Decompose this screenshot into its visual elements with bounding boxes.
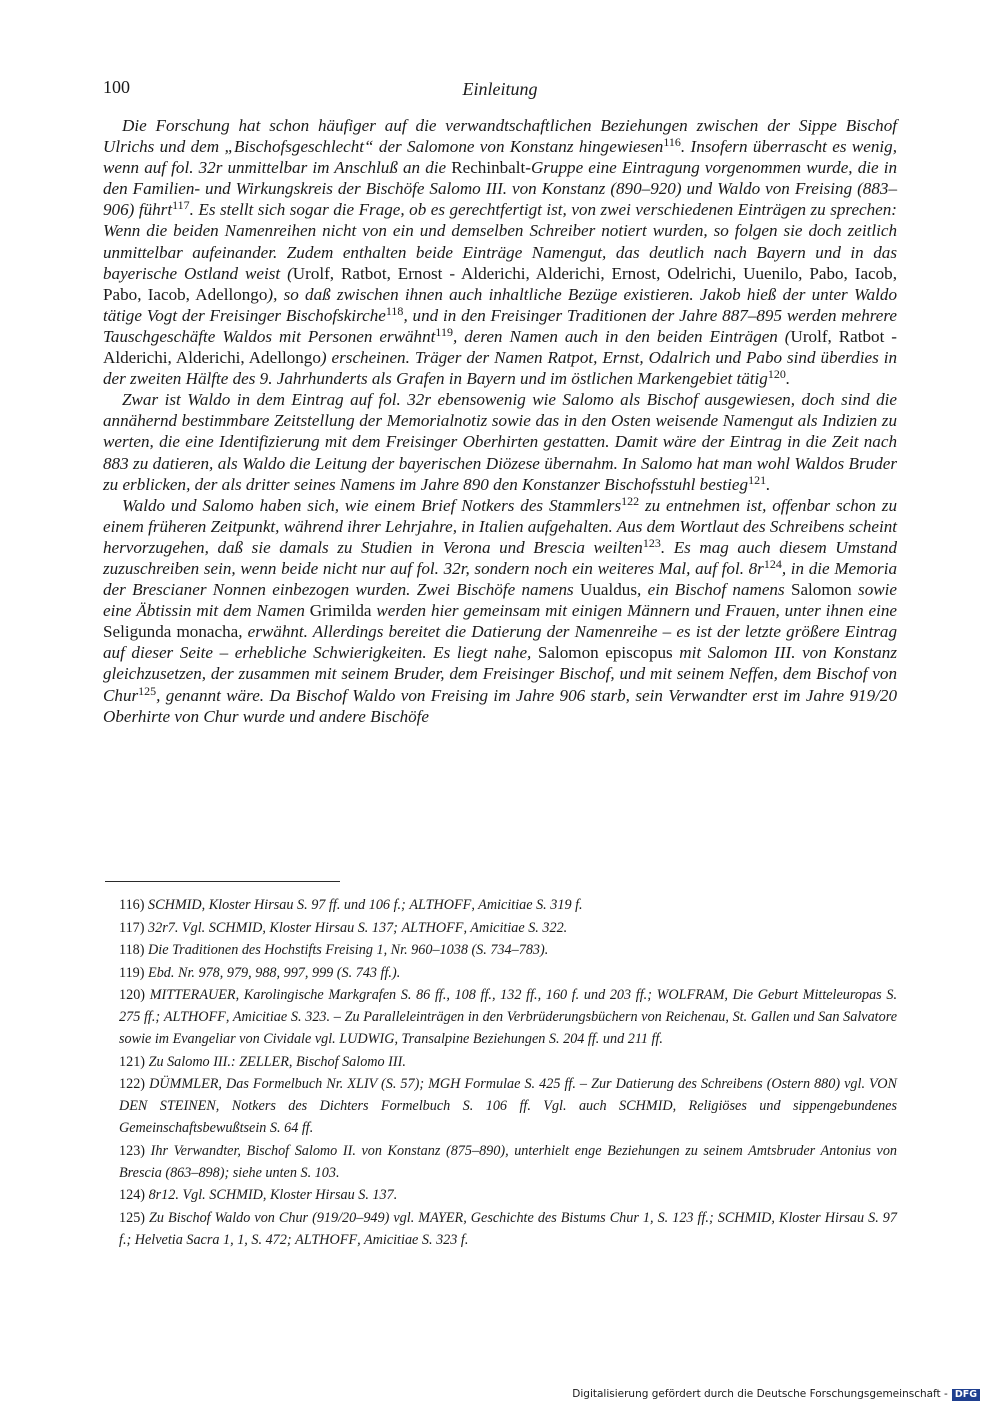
footnote-text: , Notkers des Dichters Formelbuch S. 106 ff. Vgl. auch [215, 1098, 619, 1114]
author-name: ALTHOFF [401, 919, 464, 936]
text-run: werden hier gemeinsam mit einigen Männern und Frauen, unter ihnen eine [371, 601, 897, 621]
footnote-text: , Amicitiae S. 319 f. [471, 897, 583, 913]
footnote-ref-124[interactable]: 124 [763, 556, 782, 571]
footnote-text: , Karolingische Markgrafen S. 86 ff., 108 ff., 132 ff., 160 f. und 203 ff.; [235, 987, 657, 1003]
footnote-ref-116[interactable]: 116 [663, 135, 681, 150]
footnote-119 [103, 962, 897, 984]
footnote-number: 121) [119, 1053, 146, 1070]
footnote-number: 119) [119, 964, 145, 981]
paragraph-1 [103, 115, 897, 389]
source-name: Rechinbalt- [451, 158, 531, 178]
footnote-121 [103, 1051, 897, 1073]
footnote-122 [103, 1073, 897, 1139]
dfg-logo[interactable]: DFG [952, 1389, 980, 1401]
footnote-118 [103, 939, 897, 961]
author-name: LUDWIG [339, 1031, 395, 1047]
footnote-124 [103, 1184, 897, 1206]
source-name: Salomon episcopus [537, 643, 673, 663]
footnote-number: 118) [119, 942, 145, 958]
text-run: , erwähnt. Allerdings bereitet die Datierung der Namenreihe – es ist der letzte größere Eintrag auf dieser Seite – erhebliche Schwierigkeiten. Es liegt nahe, [103, 622, 898, 663]
footnote-ref-120[interactable]: 120 [767, 367, 786, 382]
footnote-separator [105, 881, 340, 882]
footnote-text: Ebd. Nr. 978, 979, 988, 997, 999 (S. 743 ff.). [148, 964, 401, 981]
page-number: 100 [103, 77, 130, 97]
footnote-text: 8r12. Vgl. [148, 1187, 210, 1203]
source-name: Salomon [790, 580, 852, 600]
footnote-number: 116) [119, 897, 145, 913]
footnote-ref-125[interactable]: 125 [138, 683, 157, 698]
paragraph-2 [103, 389, 897, 494]
paragraph-3 [103, 495, 897, 727]
author-name: ZELLER [239, 1053, 289, 1070]
footnote-text: , Die Geburt Mitteleuropas S. 275 ff.; [119, 987, 897, 1025]
author-name: WOLFRAM [656, 987, 725, 1003]
main-text [103, 115, 897, 727]
footnote-text: 32r7. Vgl. [148, 919, 209, 936]
footnote-text: , Kloster Hirsau S. 97 ff. und 106 f.; [201, 897, 410, 913]
text-run: Gruppe eine Eintragung vorgenommen wurde, die in den Familien- und Wirkungskreis der Bischöfe Salomo III. von Konstanz (890–920) und Waldo von Freising (883–906) führt [103, 158, 897, 220]
footnote-text: Die Traditionen des Hochstifts Freising 1, Nr. 960–1038 (S. 734–783). [148, 942, 549, 958]
text-run: , und in den Freisinger Traditionen der Jahre 887–895 werden mehrere Tauschgeschäfte Waldos mit Personen erwähnt [103, 305, 897, 346]
text-run: , genannt wäre. Da Bischof Waldo von Freising im Jahre 906 starb, sein Verwandter erst im Jahre 919/20 Oberhirte von Chur wurde und andere Bischöfe [103, 685, 897, 726]
footnote-117 [103, 917, 897, 939]
footnote-ref-121[interactable]: 121 [748, 472, 767, 487]
footnote-text: , Geschichte des Bistums Chur 1, S. 123 ff.; [463, 1209, 718, 1226]
text-run: . [766, 474, 771, 494]
source-names: Urolf, Ratbot - Alderichi, Alderichi, Adellongo [103, 326, 898, 368]
author-name: SCHMID [148, 897, 202, 913]
source-names: Urolf, Ratbot, Ernost - Alderichi, Alderichi, Ernost, Odelrichi, Uuenilo, Pabo, Iacob, Pabo, Iacob, Adellongo [103, 263, 897, 304]
footnote-text: , Religiöses und sippengebundenes Gemeinschaftsbewußtsein S. 64 ff. [119, 1098, 897, 1136]
text-run: , ein Bischof namens [637, 580, 791, 600]
footnote-number: 122) [119, 1076, 146, 1092]
footnote-number: 117) [119, 919, 145, 936]
text-run: Waldo und Salomo haben sich, wie einem Brief Notkers des Stammlers [122, 495, 622, 515]
author-name: SCHMID [208, 919, 263, 936]
text-run: ) erscheinen. Träger der Namen Ratpot, Ernst, Odalrich und Pabo sind überdies in der zweiten Hälfte des 9. Jahrhunderts als Grafen in Bayern und im östlichen Markengebiet tätig [103, 348, 897, 389]
footnote-120 [103, 984, 897, 1050]
footnote-text: , Kloster Hirsau S. 137. [262, 1187, 398, 1203]
author-name: DÜMMLER [149, 1076, 219, 1092]
footnote-ref-118[interactable]: 118 [385, 303, 404, 318]
text-run: sowie eine Äbtissin mit dem Namen [103, 580, 897, 621]
digitization-text: Digitalisierung gefördert durch die Deutsche Forschungsgemeinschaft - [572, 1388, 948, 1400]
text-run: mit Salomon III. von Konstanz gleichzusetzen, der zusammen mit seinem Bruder, dem Freisinger Bischof, und mit seinem Neffen, dem Bischof von Chur [103, 643, 897, 705]
footnote-ref-123[interactable]: 123 [642, 535, 661, 550]
author-name: SCHMID [209, 1187, 263, 1203]
footnote-text: Zu Salomo III.: [148, 1053, 240, 1070]
footnote-123 [103, 1140, 897, 1184]
text-run: ), so daß zwischen ihnen auch inhaltliche Bezüge existieren. Jakob hieß der unter Waldo tätige Vogt der Freisinger Bischofskirche [103, 284, 898, 325]
text-run: . [785, 369, 791, 389]
text-run: . Es stellt sich sogar die Frage, ob es gerechtfertigt ist, von zwei verschiedenen Einträgen zu sprechen: Wenn die beiden Namenreihen nicht von ein und demselben Schreiber notiert wurden, so folgen sie doch zeitlich unmittelbar aufeinander. Zudem enthalten beide Einträge Namengut, das deutlich nach Bayern und in das bayerische Ostland weist ( [103, 200, 897, 283]
text-run: , in die Memoria der Brescianer Nonnen einbezogen wurden. Zwei Bischöfe namens [103, 558, 897, 600]
footnote-text: Ihr Verwandter, Bischof Salomo II. von Konstanz (875–890), unterhielt enge Beziehungen zu seinem Amtsbruder Antonius von Brescia (863–898); siehe unten S. 103. [119, 1142, 898, 1181]
author-name: ALTHOFF [409, 897, 472, 913]
text-run: Zwar ist Waldo in dem Eintrag auf fol. 32r ebensowenig wie Salomo als Bischof ausgewiesen, doch sind die annähernd bestimmbare Zeitstellung der Memorialnotiz sowie das in den Osten weisende Namengut als Indizien zu werten, die eine Identifizierung mit dem Freisinger Oberhirten gestatten. Damit wäre der Eintrag in die Zeit nach 883 zu datieren, als Waldo die Leitung der bayerischen Diözese übernahm. In Salomo hat man wohl Waldos Bruder zu erblicken, der als dritter seines Namens im Jahre 890 den Konstanzer Bischofsstuhl bestieg [103, 390, 897, 494]
footnote-number: 123) [119, 1142, 146, 1159]
running-head: Einleitung [462, 79, 538, 99]
author-name: ALTHOFF [163, 1009, 226, 1025]
author-name: SCHMID [618, 1098, 673, 1114]
source-name: Uualdus [580, 580, 638, 600]
source-name: Grimilda [309, 601, 372, 621]
text-run: . Insofern überrascht es wenig, wenn auf fol. 32r unmittelbar im Anschluß an die [103, 137, 897, 178]
footnote-ref-117[interactable]: 117 [172, 198, 190, 213]
author-name: VON DEN STEINEN [119, 1076, 897, 1114]
footnotes [103, 894, 897, 1251]
footnote-text: , Amicitiae S. 322. [463, 919, 568, 936]
footnote-116 [103, 894, 897, 916]
author-name: MITTERAUER [149, 987, 236, 1003]
text-run: . Es mag auch diesem Umstand zuzuschreiben sein, wenn beide nicht nur auf fol. 32r, sondern noch ein weiteres Mal, auf fol. 8r [103, 537, 897, 578]
author-name: SCHMID [717, 1209, 772, 1226]
text-run: , deren Namen auch in den beiden Einträgen ( [452, 326, 791, 346]
footnote-text: , Amicitiae S. 323. – Zu Paralleleinträgen in den Verbrüderungsbüchern von Reichenau, St. Gallen und San Salvatore sowie im Evangeliar von Cividale vgl. [119, 1009, 897, 1047]
footnote-text: , Transalpine Beziehungen S. 204 ff. und 211 ff. [394, 1031, 663, 1047]
footnote-number: 124) [119, 1187, 146, 1203]
footnote-text: , Amicitiae S. 323 f. [357, 1231, 469, 1248]
footnote-number: 125) [119, 1209, 146, 1226]
author-name: ALTHOFF [295, 1231, 358, 1248]
author-name: MAYER [418, 1209, 464, 1226]
footnote-text: , Bischof Salomo III. [288, 1053, 406, 1070]
footnote-ref-122[interactable]: 122 [621, 493, 640, 508]
source-name: Seligunda monacha [103, 622, 239, 642]
footnote-text: , Das Formelbuch Nr. XLIV (S. 57); MGH Formulae S. 425 ff. – Zur Datierung des Schreibens (Ostern 880) vgl. [218, 1076, 870, 1092]
footnote-text: Zu Bischof Waldo von Chur (919/20–949) vgl. [149, 1209, 419, 1226]
footnote-number: 120) [119, 987, 146, 1003]
footnote-text: , Kloster Hirsau S. 97 f.; Helvetia Sacra 1, 1, S. 472; [119, 1209, 897, 1248]
text-run: zu entnehmen ist, offenbar schon zu einem früheren Zeitpunkt, während ihrer Lehrjahre, in Italien aufgehalten. Aus dem Wortlaut des Schreibens scheint hervorzugehen, daß sie damals zu Studien in Verona und Brescia weilten [103, 495, 898, 557]
footnote-text: , Kloster Hirsau S. 137; [262, 919, 402, 936]
digitization-notice [572, 1388, 980, 1401]
footnote-ref-119[interactable]: 119 [435, 324, 453, 339]
text-run: Die Forschung hat schon häufiger auf die verwandtschaftlichen Beziehungen zwischen der Sippe Bischof Ulrichs und dem „Bischofsgeschlecht“ der Salomone von Konstanz hingewiesen [103, 116, 897, 157]
footnote-125 [103, 1207, 897, 1251]
